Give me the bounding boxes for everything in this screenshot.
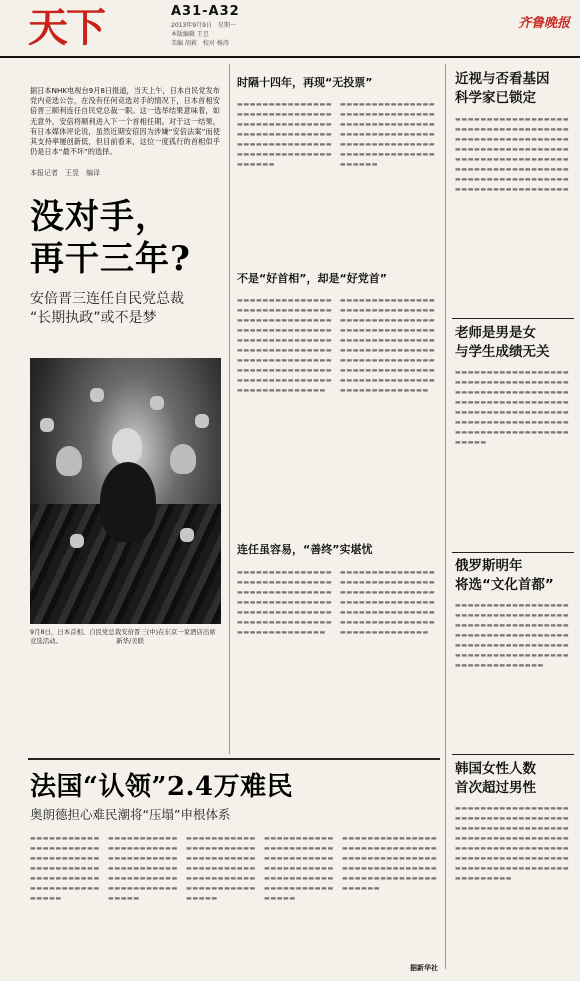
brief-text: ▬▬▬▬▬▬▬▬▬▬▬▬▬▬▬▬▬▬▬▬▬▬▬▬▬▬▬▬▬▬▬▬▬▬▬▬▬▬▬▬▬▬▬▬▬▬▬▬▬▬▬▬▬▬▬▬▬▬▬▬▬▬▬▬▬▬▬▬▬▬▬▬▬▬▬▬▬▬▬▬▬▬▬▬▬▬▬▬▬▬▬▬▬▬▬▬▬▬▬▬▬▬▬▬▬▬▬▬▬▬▬▬▬▬▬▬▬▬▬▬▬▬▬▬▬▬▬▬▬▬▬ xyxy=(455,369,570,446)
photo-fist xyxy=(150,396,164,410)
lead-summary: 据日本NHK电视台9月8日报道，当天上午，日本自民党发布党内竞选公告，在没有任何竞选对手的情况下，日本首相安倍晋三顺利连任自民党总裁一职。这一选举结果意味着，如无意外，安倍将顺利进入下一个首相任期。对于这一结果，有日本媒体评论说，虽然近期安倍因为涉嫌“安倍法案”而使其支持率屡创新低，但目前看来，这位一度孤行的首相似乎仍是日本“最不坏”的选择。 xyxy=(30,86,220,157)
bottom-headline: 法国“认领”2.4万难民 xyxy=(30,772,294,802)
body-text: ▬▬▬▬▬▬▬▬▬▬▬▬▬▬▬▬▬▬▬▬▬▬▬▬▬▬▬▬▬▬▬▬▬▬▬▬▬▬▬▬▬▬▬▬▬▬▬▬▬▬▬▬▬▬▬▬▬▬▬▬▬▬▬▬▬▬▬▬▬▬▬▬▬▬▬▬▬▬▬▬▬▬▬▬▬▬▬▬▬▬▬▬▬▬▬▬▬▬▬▬▬▬▬▬ xyxy=(340,569,436,636)
lead-headline xyxy=(30,196,191,280)
body-text: ▬▬▬▬▬▬▬▬▬▬▬▬▬▬▬▬▬▬▬▬▬▬▬▬▬▬▬▬▬▬▬▬▬▬▬▬▬▬▬▬▬▬▬▬▬▬▬▬▬▬▬▬▬▬▬▬▬▬▬▬▬▬▬▬▬▬▬▬▬▬▬ xyxy=(264,835,334,902)
lead-deck xyxy=(30,290,184,328)
byline: 本报记者 王昱 编译 xyxy=(30,169,100,177)
design-line: 美编 胡莉 校对 杨涛 xyxy=(171,40,229,47)
photo-face xyxy=(56,446,82,476)
page-range: A31-A32 xyxy=(171,4,240,19)
brief-headline: 俄罗斯明年 将选“文化首都” xyxy=(455,558,554,593)
brief-headline: 近视与否看基因 科学家已锁定 xyxy=(455,71,550,106)
brief-divider xyxy=(452,552,574,553)
photo-caption: 9月8日，日本首相、自民党总裁安倍晋三(中)在东京一家酒店出席竞选活动。 新华/美联 xyxy=(30,628,216,645)
brief-headline: 韩国女性人数 首次超过男性 xyxy=(455,761,536,796)
body-text: ▬▬▬▬▬▬▬▬▬▬▬▬▬▬▬▬▬▬▬▬▬▬▬▬▬▬▬▬▬▬▬▬▬▬▬▬▬▬▬▬▬▬▬▬▬▬▬▬▬▬▬▬▬▬▬▬▬▬▬▬▬▬▬▬▬▬▬▬▬▬▬▬▬▬▬▬▬▬▬▬▬▬▬▬▬▬▬▬▬▬▬▬▬▬▬▬▬▬▬▬▬▬▬▬▬▬▬▬▬▬▬▬▬▬▬▬▬▬▬▬▬▬▬▬▬▬▬▬▬▬▬▬▬▬▬▬▬▬▬▬▬▬▬▬▬▬▬▬▬ xyxy=(340,297,436,394)
photo-fist xyxy=(180,528,194,542)
body-text: ▬▬▬▬▬▬▬▬▬▬▬▬▬▬▬▬▬▬▬▬▬▬▬▬▬▬▬▬▬▬▬▬▬▬▬▬▬▬▬▬▬▬▬▬▬▬▬▬▬▬▬▬▬▬▬▬▬▬▬▬▬▬▬▬▬▬▬▬▬▬▬ xyxy=(186,835,256,902)
photo-fist xyxy=(40,418,54,432)
lead-headline-line-1: 没对手， xyxy=(30,197,170,237)
lead-deck-line-2: “长期执政”或不是梦 xyxy=(30,310,157,326)
lead-headline-line-2: 再干三年? xyxy=(30,239,191,279)
bottom-deck: 奥朗德担心难民潮将“压塌”申根体系 xyxy=(30,807,231,822)
body-text: ▬▬▬▬▬▬▬▬▬▬▬▬▬▬▬▬▬▬▬▬▬▬▬▬▬▬▬▬▬▬▬▬▬▬▬▬▬▬▬▬▬▬▬▬▬▬▬▬▬▬▬▬▬▬▬▬▬▬▬▬▬▬▬▬▬▬▬▬▬▬▬▬▬▬▬▬▬▬▬▬▬▬▬▬▬▬▬▬▬▬▬▬▬▬▬▬▬▬▬▬▬▬▬▬▬▬▬▬▬▬▬▬▬▬▬▬▬▬▬▬▬▬▬▬▬▬▬▬▬▬▬▬▬▬▬▬▬▬▬▬▬▬▬▬▬▬▬▬▬ xyxy=(237,297,333,394)
masthead xyxy=(0,0,580,58)
section-divider xyxy=(28,758,440,760)
story-credit: 据新华社 xyxy=(410,964,438,972)
section-title: 天下 xyxy=(28,4,104,51)
subheading: 不是“好首相”，却是“好党首” xyxy=(237,272,387,285)
subheading: 连任虽容易，“善终”实堪忧 xyxy=(237,543,373,556)
brief-divider xyxy=(452,318,574,319)
brief-divider xyxy=(452,754,574,755)
brief-headline: 老师是男是女 与学生成绩无关 xyxy=(455,325,550,360)
photo-face xyxy=(170,444,196,474)
photo-fist xyxy=(70,534,84,548)
body-text: ▬▬▬▬▬▬▬▬▬▬▬▬▬▬▬▬▬▬▬▬▬▬▬▬▬▬▬▬▬▬▬▬▬▬▬▬▬▬▬▬▬▬▬▬▬▬▬▬▬▬▬▬▬▬▬▬▬▬▬▬▬▬▬▬▬▬▬▬▬▬▬▬▬▬▬▬▬▬▬▬▬▬▬▬▬▬▬▬▬▬▬▬▬▬▬▬▬▬▬▬▬▬▬▬ xyxy=(237,569,333,636)
brief-text: ▬▬▬▬▬▬▬▬▬▬▬▬▬▬▬▬▬▬▬▬▬▬▬▬▬▬▬▬▬▬▬▬▬▬▬▬▬▬▬▬▬▬▬▬▬▬▬▬▬▬▬▬▬▬▬▬▬▬▬▬▬▬▬▬▬▬▬▬▬▬▬▬▬▬▬▬▬▬▬▬▬▬▬▬▬▬▬▬▬▬▬▬▬▬▬▬▬▬▬▬▬▬▬▬▬▬▬▬▬▬▬▬▬▬▬▬▬▬▬▬▬▬▬▬▬▬▬▬▬▬▬▬▬▬▬ xyxy=(455,805,570,882)
photo-fist xyxy=(90,388,104,402)
brief-text: ▬▬▬▬▬▬▬▬▬▬▬▬▬▬▬▬▬▬▬▬▬▬▬▬▬▬▬▬▬▬▬▬▬▬▬▬▬▬▬▬▬▬▬▬▬▬▬▬▬▬▬▬▬▬▬▬▬▬▬▬▬▬▬▬▬▬▬▬▬▬▬▬▬▬▬▬▬▬▬▬▬▬▬▬▬▬▬▬▬▬▬▬▬▬▬▬▬▬▬▬▬▬▬▬▬▬▬▬▬▬▬▬▬▬▬▬▬▬▬▬▬▬ xyxy=(455,602,570,669)
column-divider xyxy=(229,64,230,754)
photo-fist xyxy=(195,414,209,428)
news-photo xyxy=(30,358,221,624)
newspaper-logo: 齐鲁晚报 xyxy=(517,16,570,31)
body-text: ▬▬▬▬▬▬▬▬▬▬▬▬▬▬▬▬▬▬▬▬▬▬▬▬▬▬▬▬▬▬▬▬▬▬▬▬▬▬▬▬▬▬▬▬▬▬▬▬▬▬▬▬▬▬▬▬▬▬▬▬▬▬▬▬▬▬▬▬▬▬▬ xyxy=(30,835,100,902)
date-line: 2013年9月9日 星期一 xyxy=(171,22,236,29)
photo-face xyxy=(112,428,142,464)
body-text: ▬▬▬▬▬▬▬▬▬▬▬▬▬▬▬▬▬▬▬▬▬▬▬▬▬▬▬▬▬▬▬▬▬▬▬▬▬▬▬▬▬▬▬▬▬▬▬▬▬▬▬▬▬▬▬▬▬▬▬▬▬▬▬▬▬▬▬▬▬▬▬▬▬▬▬▬▬▬▬▬▬ xyxy=(342,835,438,892)
body-text: ▬▬▬▬▬▬▬▬▬▬▬▬▬▬▬▬▬▬▬▬▬▬▬▬▬▬▬▬▬▬▬▬▬▬▬▬▬▬▬▬▬▬▬▬▬▬▬▬▬▬▬▬▬▬▬▬▬▬▬▬▬▬▬▬▬▬▬▬▬▬▬ xyxy=(108,835,178,902)
body-text: ▬▬▬▬▬▬▬▬▬▬▬▬▬▬▬▬▬▬▬▬▬▬▬▬▬▬▬▬▬▬▬▬▬▬▬▬▬▬▬▬▬▬▬▬▬▬▬▬▬▬▬▬▬▬▬▬▬▬▬▬▬▬▬▬▬▬▬▬▬▬▬▬▬▬▬▬▬▬▬▬▬▬▬▬▬▬▬▬▬▬▬▬▬▬▬▬ xyxy=(340,101,436,168)
lead-deck-line-1: 安倍晋三连任自民党总裁 xyxy=(30,291,184,307)
column-divider xyxy=(445,64,446,969)
editor-line: 本版编辑 王昱 xyxy=(171,31,209,38)
photo-suit xyxy=(100,462,156,542)
subheading: 时隔十四年，再现“无投票” xyxy=(237,76,373,89)
body-text: ▬▬▬▬▬▬▬▬▬▬▬▬▬▬▬▬▬▬▬▬▬▬▬▬▬▬▬▬▬▬▬▬▬▬▬▬▬▬▬▬▬▬▬▬▬▬▬▬▬▬▬▬▬▬▬▬▬▬▬▬▬▬▬▬▬▬▬▬▬▬▬▬▬▬▬▬▬▬▬▬▬▬▬▬▬▬▬▬▬▬▬▬▬▬▬▬ xyxy=(237,101,333,168)
brief-text: ▬▬▬▬▬▬▬▬▬▬▬▬▬▬▬▬▬▬▬▬▬▬▬▬▬▬▬▬▬▬▬▬▬▬▬▬▬▬▬▬▬▬▬▬▬▬▬▬▬▬▬▬▬▬▬▬▬▬▬▬▬▬▬▬▬▬▬▬▬▬▬▬▬▬▬▬▬▬▬▬▬▬▬▬▬▬▬▬▬▬▬▬▬▬▬▬▬▬▬▬▬▬▬▬▬▬▬▬▬▬▬▬▬▬▬▬▬▬▬▬▬▬▬▬▬▬▬▬▬▬▬▬▬▬▬▬▬▬▬▬▬▬▬▬ xyxy=(455,116,570,193)
